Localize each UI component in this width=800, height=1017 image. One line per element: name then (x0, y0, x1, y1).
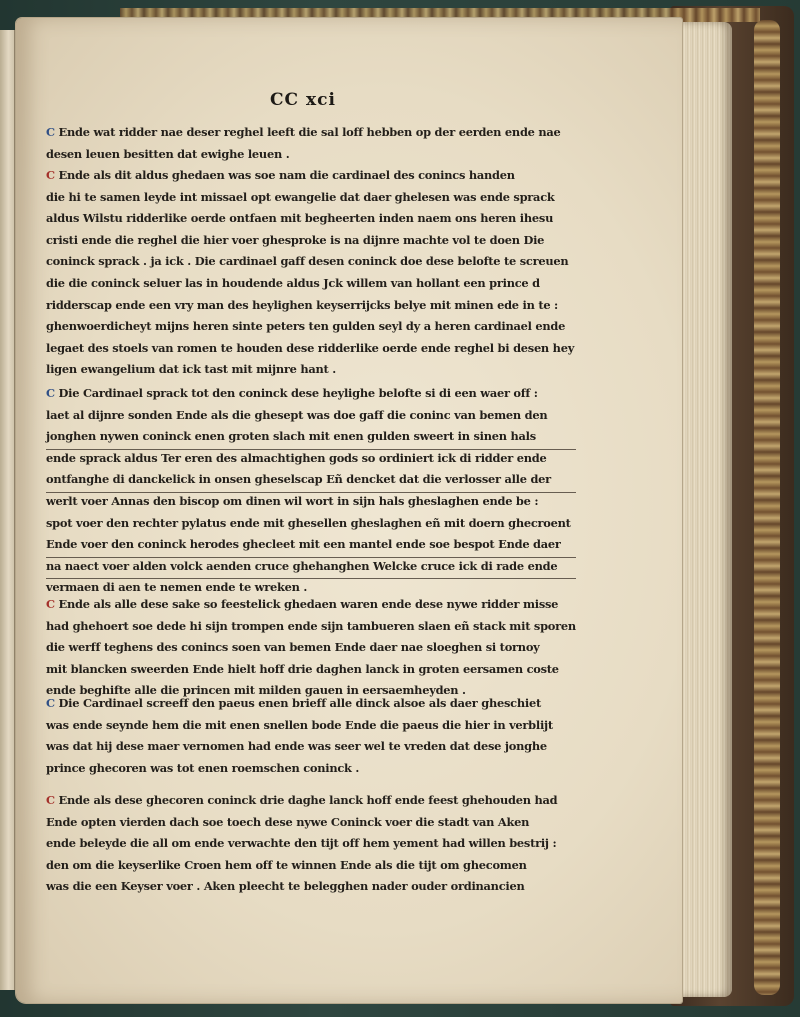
text-line: die die coninck seluer las in houdende aldus Jck willem van hollant een prince d (46, 275, 540, 290)
text-line: C Die Cardinael screeff den paeus enen brieff alle dinck alsoe als daer gheschiet (46, 696, 541, 710)
text-line: laet al dijnre sonden Ende als die ghesept was doe gaff die coninc van bemen den (46, 407, 548, 422)
text-line: had ghehoert soe dede hi sijn trompen ende sijn tambueren slaen eñ stack mit sporen (46, 618, 576, 633)
text-line: vermaen di aen te nemen ende te wreken . (46, 580, 308, 595)
text-line: C Ende als dit aldus ghedaen was soe nam die cardinael des conincs handen (46, 168, 515, 182)
text-line: den om die keyserlike Croen hem off te winnen Ende als die tijt om ghecomen (46, 857, 527, 872)
underline-rule (46, 557, 576, 558)
paragraph-1 (46, 122, 581, 165)
underline-rule (46, 578, 576, 579)
text-line: was ende seynde hem die mit enen snellen bode Ende die paeus die hier in verblijt (46, 717, 553, 732)
text-line: Ende opten vierden dach soe toech dese nywe Coninck voer die stadt van Aken (46, 814, 530, 829)
text-line: ende beleyde die all om ende verwachte den tijt off hem yement had willen bestrij : (46, 836, 557, 851)
printed-page (16, 18, 682, 1003)
text-line: ende sprack aldus Ter eren des almachtighen gods so ordiniert ick di ridder ende (46, 450, 547, 465)
paragraph-6 (46, 790, 581, 898)
paragraph-mark: C (46, 168, 55, 182)
text-line: was die een Keyser voer . Aken pleecht te belegghen nader ouder ordinancien (46, 879, 525, 894)
facing-page-edge (0, 30, 15, 990)
text-line: ligen ewangelium dat ick tast mit mijnre hant . (46, 362, 336, 377)
text-line: legaet des stoels van romen te houden dese ridderlike oerde ende reghel bi desen hey (46, 340, 575, 355)
paragraph-mark: C (46, 696, 55, 710)
underline-rule (46, 449, 576, 450)
text-line: jonghen nywen coninck enen groten slach mit enen gulden sweert in sinen hals (46, 429, 536, 444)
text-line: ontfanghe di danckelick in onsen gheselscap Eñ dencket dat die verlosser alle der (46, 472, 551, 487)
paragraph-mark: C (46, 597, 55, 611)
text-line: spot voer den rechter pylatus ende mit ghesellen gheslaghen eñ mit doern ghecroent (46, 515, 571, 530)
paragraph-mark: C (46, 793, 55, 807)
text-line: C Ende wat ridder nae deser reghel leeft die sal loff hebben op der eerden ende nae (46, 125, 561, 139)
text-line: C Ende als dese ghecoren coninck drie daghe lanck hoff ende feest ghehouden had (46, 793, 558, 807)
text-line: die werff teghens des conincs soen van bemen Ende daer nae sloeghen si tornoy (46, 640, 540, 655)
folio-number: CC xci (270, 90, 336, 110)
paragraph-mark: C (46, 125, 55, 139)
text-line: na naect voer alden volck aenden cruce ghehanghen Welcke cruce ick di rade ende (46, 558, 558, 573)
text-line: die hi te samen leyde int missael opt ewangelie dat daer ghelesen was ende sprack (46, 189, 555, 204)
text-line: desen leuen besitten dat ewighe leuen . (46, 146, 290, 161)
text-line: C Die Cardinael sprack tot den coninck dese heylighe belofte si di een waer off : (46, 386, 538, 400)
underline-rule (46, 492, 576, 493)
text-line: werlt voer Annas den biscop om dinen wil wort in sijn hals gheslaghen ende be : (46, 493, 539, 508)
paragraph-2 (46, 165, 581, 381)
paragraph-5 (46, 693, 581, 779)
text-line: ende beghifte alle die princen mit milden gauen in eersaemheyden . (46, 683, 466, 698)
text-line: prince ghecoren was tot enen roemschen coninck . (46, 760, 360, 775)
text-line: was dat hij dese maer vernomen had ende was seer wel te vreden dat dese jonghe (46, 739, 547, 754)
paragraph-3 (46, 383, 581, 599)
text-line: coninck sprack . ja ick . Die cardinael gaff desen coninck doe dese belofte te screuen (46, 254, 569, 269)
text-line: C Ende als alle dese sake so feestelick ghedaen waren ende dese nywe ridder misse (46, 597, 559, 611)
text-line: aldus Wilstu ridderlike oerde ontfaen mit begheerten inden naem ons heren ihesu (46, 211, 554, 226)
page-fore-edge (676, 22, 732, 997)
paragraph-mark: C (46, 386, 55, 400)
text-line: cristi ende die reghel die hier voer ghesproke is na dijnre machte vol te doen Die (46, 232, 545, 247)
text-line: ghenwoerdicheyt mijns heren sinte peters ten gulden seyl dy a heren cardinael ende (46, 319, 566, 334)
cover-gilt-border-right (754, 20, 780, 995)
paragraph-4 (46, 594, 581, 702)
text-line: mit blancken sweerden Ende hielt hoff drie daghen lanck in groten eersamen coste (46, 661, 559, 676)
text-line: Ende voer den coninck herodes ghecleet mit een mantel ende soe bespot Ende daer (46, 537, 561, 552)
text-line: ridderscap ende een vry man des heylighen keyserrijcks belye mit minen ede in te : (46, 297, 559, 312)
